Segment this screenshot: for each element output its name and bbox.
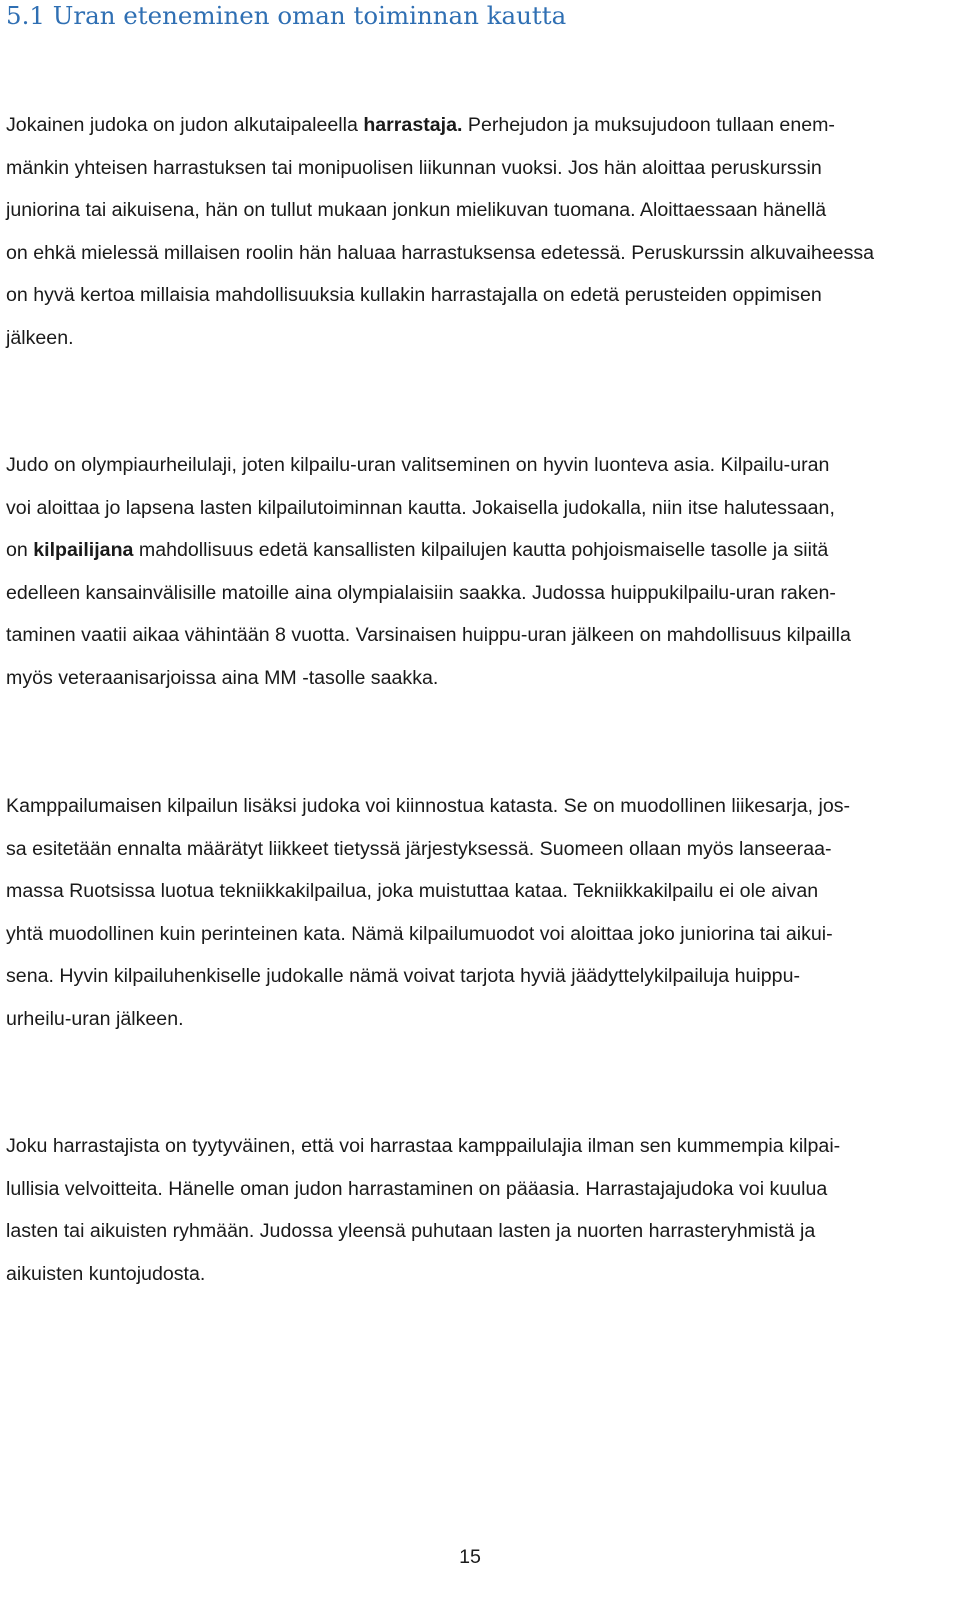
text-run: sena. Hyvin kilpailuhenkiselle judokalle nämä voivat tarjota hyviä jäädyttelykilpailuja huippu-: [6, 965, 800, 988]
text-run: myös veteraanisarjoissa aina MM -tasolle saakka.: [6, 666, 439, 689]
text-line: [6, 1253, 941, 1296]
text-line: [6, 913, 941, 956]
text-line: [6, 828, 941, 871]
text-run: lullisia velvoitteita. Hänelle oman judon harrastaminen on pääasia. Harrastajajudoka voi kuulua: [6, 1177, 828, 1200]
text-line: [6, 104, 941, 147]
text-line: [6, 657, 941, 700]
text-run: jälkeen.: [6, 326, 74, 349]
text-line: [6, 998, 941, 1041]
text-run: voi aloittaa jo lapsena lasten kilpailutoiminnan kautta. Jokaisella judokalla, niin itse halutessaan,: [6, 496, 835, 519]
paragraph-3: [6, 785, 941, 1041]
text-run: yhtä muodollinen kuin perinteinen kata. Nämä kilpailumuodot voi aloittaa joko juniorina tai aikui-: [6, 922, 833, 945]
page-number: 15: [459, 1546, 481, 1568]
text-line: [6, 870, 941, 913]
text-line: [6, 1168, 941, 1211]
paragraph-4: [6, 1125, 941, 1295]
text-line: [6, 955, 941, 998]
text-line: [6, 614, 941, 657]
text-line: [6, 1125, 941, 1168]
text-run: taminen vaatii aikaa vähintään 8 vuotta. Varsinaisen huippu-uran jälkeen on mahdollisuus kilpailla: [6, 624, 851, 647]
text-line: [6, 529, 941, 572]
paragraph-1: [6, 104, 941, 360]
text-run: Perhejudon ja muksujudoon tullaan enem-: [462, 114, 835, 136]
text-run: on ehkä mielessä millaisen roolin hän haluaa harrastuksensa edetessä. Peruskurssin alkuvaiheessa: [6, 241, 875, 264]
text-run: Joku harrastajista on tyytyväinen, että voi harrastaa kamppailulajia ilman sen kummempia kilpai-: [6, 1135, 841, 1157]
section-heading: 5.1 Uran eteneminen oman toiminnan kautta: [6, 1, 567, 30]
text-line: [6, 444, 941, 487]
text-line: [6, 1210, 941, 1253]
text-run: sa esitetään ennalta määrätyt liikkeet tietyssä järjestyksessä. Suomeen ollaan myös lanseeraa-: [6, 837, 832, 860]
text-run: Jokainen judoka on judon alkutaipaleella: [6, 114, 364, 136]
text-run: massa Ruotsissa luotua tekniikkakilpailua, joka muistuttaa kataa. Tekniikkakilpailu ei ole aivan: [6, 880, 819, 903]
text-run: juniorina tai aikuisena, hän on tullut mukaan jonkun mielikuvan tuomana. Aloittaessaan hänellä: [6, 199, 827, 222]
text-run: on hyvä kertoa millaisia mahdollisuuksia kullakin harrastajalla on edetä perusteiden oppimisen: [6, 284, 822, 307]
text-line: [6, 572, 941, 615]
text-line: [6, 317, 941, 360]
bold-term: kilpailijana: [33, 539, 134, 562]
text-line: [6, 785, 941, 828]
text-run: mänkin yhteisen harrastuksen tai monipuolisen liikunnan vuoksi. Jos hän aloittaa peruskurssin: [6, 156, 822, 179]
text-line: [6, 232, 941, 275]
text-run: Judo on olympiaurheilulaji, joten kilpailu-uran valitseminen on hyvin luonteva asia. Kilpailu-uran: [6, 454, 830, 476]
paragraph-2: [6, 444, 941, 700]
text-run: urheilu-uran jälkeen.: [6, 1007, 184, 1030]
text-line: [6, 189, 941, 232]
text-run: mahdollisuus edetä kansallisten kilpailujen kautta pohjoismaiselle tasolle ja siitä: [133, 539, 829, 562]
bold-term: harrastaja.: [363, 114, 463, 136]
text-line: [6, 274, 941, 317]
text-run: on: [6, 539, 34, 562]
text-run: lasten tai aikuisten ryhmään. Judossa yleensä puhutaan lasten ja nuorten harrasteryhmistä ja: [6, 1220, 816, 1243]
text-run: edelleen kansainvälisille matoille aina olympialaisiin saakka. Judossa huippukilpailu-uran raken-: [6, 581, 836, 604]
text-run: aikuisten kuntojudosta.: [6, 1262, 206, 1285]
text-line: [6, 487, 941, 530]
text-line: [6, 147, 941, 190]
text-run: Kamppailumaisen kilpailun lisäksi judoka voi kiinnostua katasta. Se on muodollinen liikesarja, jos-: [6, 795, 851, 817]
